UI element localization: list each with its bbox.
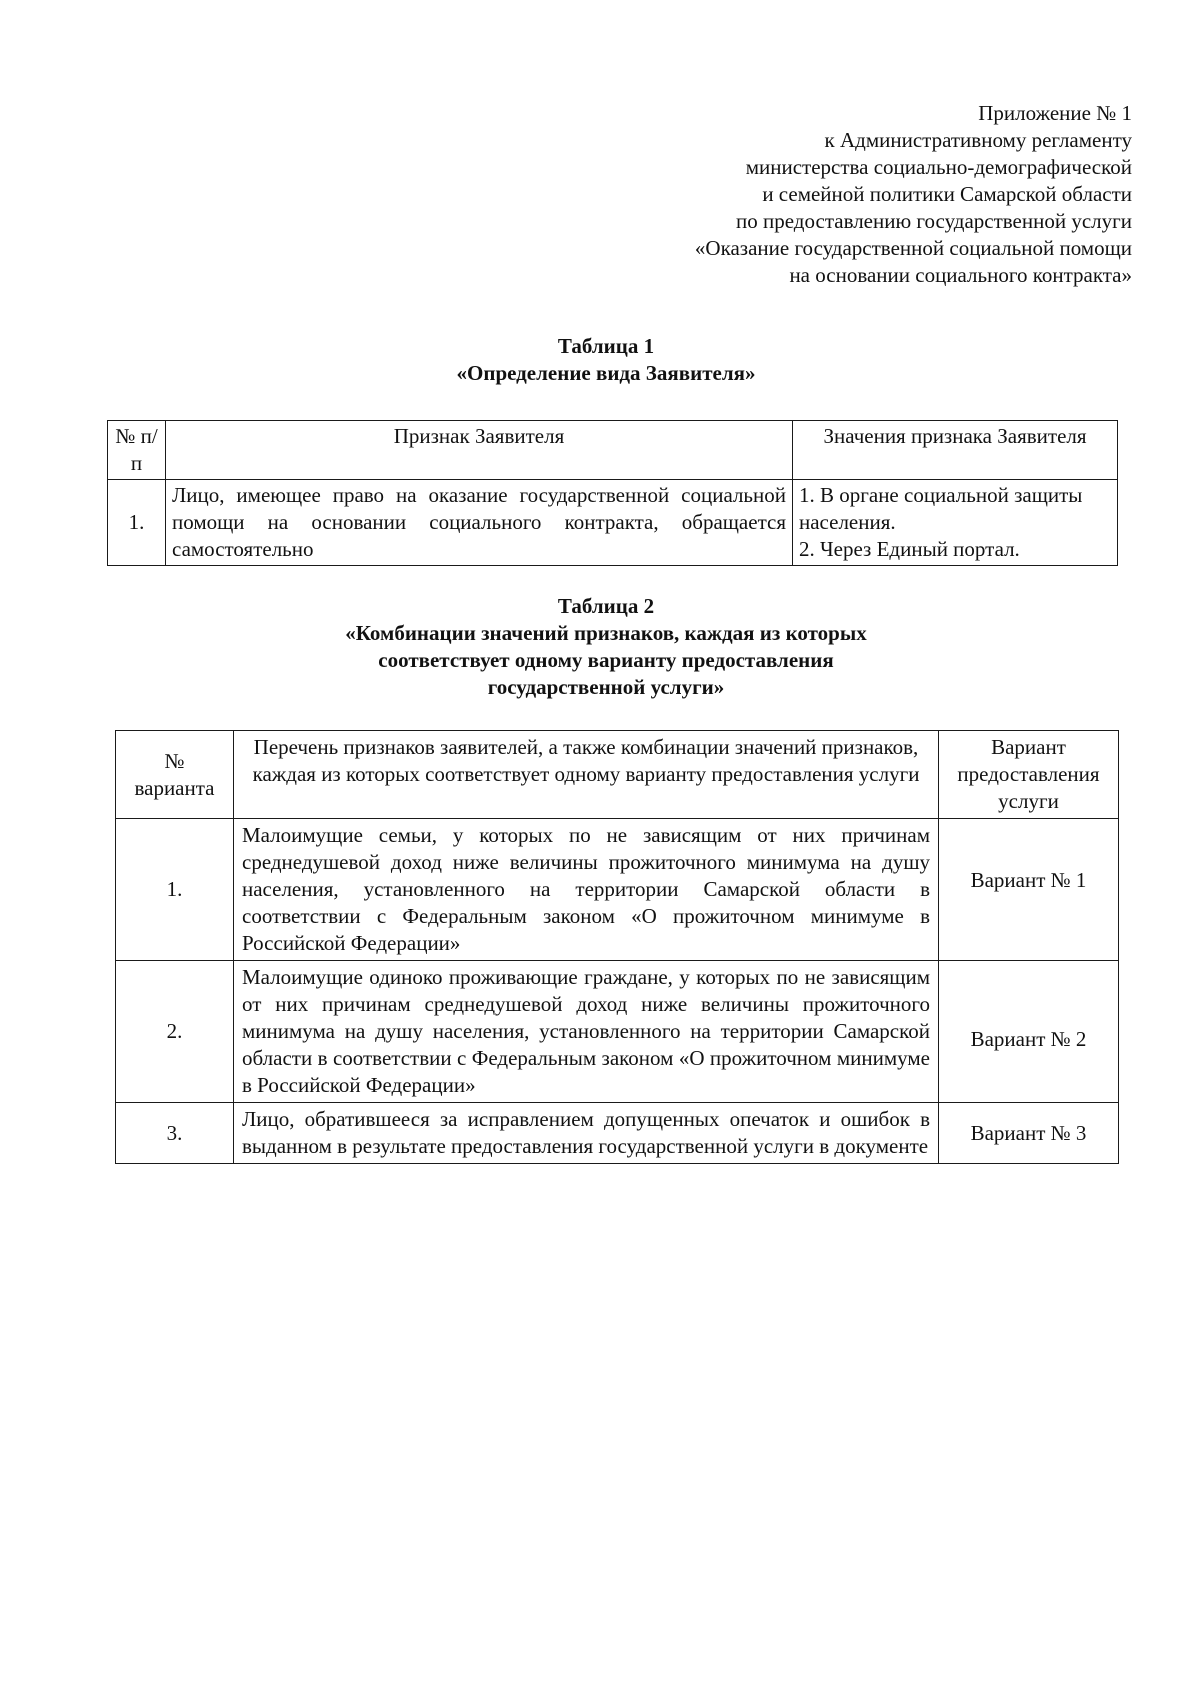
table1-subtitle: «Определение вида Заявителя» (456, 361, 756, 385)
table-header-row (108, 421, 1118, 480)
table2-subtitle-line: государственной услуги» (487, 675, 725, 699)
table-row (108, 480, 1118, 566)
appendix-header (560, 100, 1132, 289)
variant-label: Вариант № 1 (939, 819, 1119, 961)
value-item: 2. Через Единый портал. (799, 537, 1020, 561)
variant-label: Вариант № 3 (939, 1103, 1119, 1164)
table2-caption (100, 593, 1112, 701)
table-header-row (116, 731, 1119, 819)
service-variants-table (115, 730, 1119, 1164)
header-cell-values: Значения признака Заявителя (793, 421, 1118, 480)
variant-criteria: Малоимущие семьи, у которых по не зависящим от них причинам среднедушевой доход ниже величины прожиточного минимума на душу населения, установленного на территории Самарской области в соответствии с Федеральным законом «О прожиточном минимуме в Российской Федерации» (234, 819, 939, 961)
header-line: по предоставлению государственной услуги (736, 209, 1132, 233)
header-line: и семейной политики Самарской области (762, 182, 1132, 206)
table1-title: Таблица 1 (557, 334, 655, 358)
variant-criteria: Лицо, обратившееся за исправлением допущенных опечаток и ошибок в выданном в результате предоставления государственной услуги в документе (234, 1103, 939, 1164)
variant-number: 1. (116, 819, 234, 961)
header-line: к Административному регламенту (824, 128, 1132, 152)
header-line: Приложение № 1 (978, 101, 1132, 125)
header-cell-criteria: Перечень признаков заявителей, а также комбинации значений признаков, каждая из которых соответствует одному варианту предоставления услуги (234, 731, 939, 819)
header-line: министерства социально-демографической (745, 155, 1132, 179)
header-cell-feature: Признак Заявителя (166, 421, 793, 480)
header-cell-number: № п/п (108, 421, 166, 480)
applicant-type-table (107, 420, 1118, 566)
table-row (116, 1103, 1119, 1164)
table2-subtitle-line: соответствует одному варианту предоставления (378, 648, 834, 672)
row-feature: Лицо, имеющее право на оказание государственной социальной помощи на основании социального контракта, обращается самостоятельно (166, 480, 793, 566)
table1-caption (100, 333, 1112, 387)
row-values (793, 480, 1118, 566)
variant-number: 3. (116, 1103, 234, 1164)
variant-criteria: Малоимущие одиноко проживающие граждане, у которых по не зависящим от них причинам среднедушевой доход ниже величины прожиточного минимума на душу населения, установленного на территории Самарской области в соответствии с Федеральным законом «О прожиточном минимуме в Российской Федерации» (234, 961, 939, 1103)
table-row (116, 819, 1119, 961)
header-line: «Оказание государственной социальной помощи (694, 236, 1132, 260)
header-line: на основании социального контракта» (789, 263, 1132, 287)
table-row (116, 961, 1119, 1103)
variant-label: Вариант № 2 (939, 961, 1119, 1103)
table2-subtitle-line: «Комбинации значений признаков, каждая из которых (345, 621, 867, 645)
row-number: 1. (108, 480, 166, 566)
value-item: 1. В органе социальной защиты населения. (799, 483, 1083, 534)
variant-number: 2. (116, 961, 234, 1103)
table2-title: Таблица 2 (557, 594, 655, 618)
header-cell-variant-number: № варианта (116, 731, 234, 819)
header-cell-variant: Вариант предоставления услуги (939, 731, 1119, 819)
